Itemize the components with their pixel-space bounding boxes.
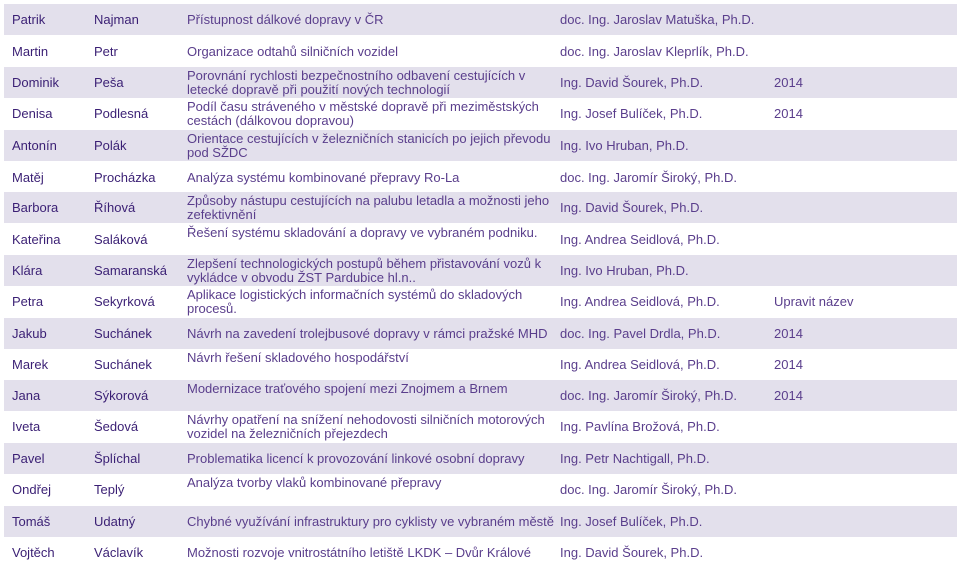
note-cell: 2014 [774,326,803,341]
supervisor-cell: Ing. Andrea Seidlová, Ph.D. [560,232,720,247]
supervisor-cell: doc. Ing. Jaromír Široký, Ph.D. [560,388,738,403]
first-name-cell: Patrik [12,12,46,27]
note-cell [774,537,954,568]
supervisor-cell: doc. Ing. Pavel Drdla, Ph.D. [560,326,721,341]
thesis-topic-cell: Návrh řešení skladového hospodářství [187,350,409,365]
first-name-cell: Matěj [12,170,44,185]
last-name-cell: Polák [94,138,127,153]
table-row [4,506,957,537]
first-name-cell: Martin [12,44,49,59]
last-name-cell: Suchánek [94,357,152,372]
first-name-cell: Klára [12,263,43,278]
thesis-topic-cell: Návrh na zavedení trolejbusové dopravy v rámci pražské MHD [187,325,548,341]
supervisor-cell: Ing. Andrea Seidlová, Ph.D. [560,357,720,372]
first-name-cell: Dominik [12,75,59,90]
first-name-cell: Iveta [12,419,41,434]
first-name-cell: Barbora [12,200,59,215]
note-cell [774,224,954,255]
last-name-cell: Samaranská [94,263,167,278]
last-name-cell: Teplý [94,482,125,497]
thesis-topic-cell: Problematika licencí k provozování linkové osobní dopravy [187,450,525,466]
table-row [4,98,957,129]
supervisor-cell: Ing. Andrea Seidlová, Ph.D. [560,294,720,309]
supervisor-cell: doc. Ing. Jaromír Široký, Ph.D. [560,170,738,185]
table-row [4,443,957,474]
supervisor-cell: doc. Ing. Jaroslav Kleprlík, Ph.D. [560,44,749,59]
note-cell [774,474,954,505]
table-row [4,192,957,223]
thesis-topic-cell: Způsoby nástupu cestujících na palubu letadla a možnosti jeho zefektivnění [187,192,550,222]
thesis-topic-cell: Aplikace logistických informačních systémů do skladových procesů. [187,286,523,316]
table-row [4,255,957,286]
first-name-cell: Denisa [12,106,53,121]
note-cell: 2014 [774,75,803,90]
supervisor-cell: Ing. Josef Bulíček, Ph.D. [560,514,703,529]
first-name-cell: Tomáš [12,514,51,529]
note-cell [774,411,954,442]
thesis-topic-cell: Možnosti rozvoje vnitrostátního letiště LKDK – Dvůr Králové [187,544,531,560]
note-cell [774,255,954,286]
note-cell: 2014 [774,357,803,372]
table-row [4,130,957,161]
table-row [4,162,957,193]
first-name-cell: Vojtěch [12,545,55,560]
note-cell [774,162,954,193]
first-name-cell: Petra [12,294,44,309]
last-name-cell: Peša [94,75,124,90]
last-name-cell: Najman [94,12,139,27]
first-name-cell: Antonín [12,138,57,153]
table-row [4,286,957,317]
thesis-topic-cell: Analýza tvorby vlaků kombinované přepravy [187,475,442,490]
supervisor-cell: Ing. Ivo Hruban, Ph.D. [560,138,689,153]
supervisor-cell: Ing. Josef Bulíček, Ph.D. [560,106,703,121]
supervisor-cell: Ing. David Šourek, Ph.D. [560,200,704,215]
thesis-topic-cell: Řešení systému skladování a dopravy ve vybraném podniku. [187,225,538,240]
table-row [4,380,957,411]
note-cell [774,506,954,537]
thesis-topic-cell: Porovnání rychlosti bezpečnostního odbavení cestujících v letecké dopravě při použití nových technologií [187,67,526,97]
thesis-topic-cell: Zlepšení technologických postupů během přistavování vozů k vykládce v obvodu ŽST Pardubice hl.n.. [187,255,542,285]
first-name-cell: Kateřina [12,232,61,247]
table-row [4,318,957,349]
table-row [4,411,957,442]
table-row [4,36,957,67]
note-cell: 2014 [774,106,803,121]
thesis-topic-cell: Podíl času stráveného v městské dopravě při meziměstských cestách (dálkovou dopravou) [187,98,539,128]
supervisor-cell: doc. Ing. Jaroslav Matuška, Ph.D. [560,12,755,27]
thesis-topic-cell: Organizace odtahů silničních vozidel [187,43,399,59]
table-row [4,224,957,255]
last-name-cell: Suchánek [94,326,152,341]
supervisor-cell: Ing. Pavlína Brožová, Ph.D. [560,419,720,434]
note-cell [774,192,954,223]
note-cell: Upravit název [774,294,854,309]
note-cell [774,130,954,161]
last-name-cell: Udatný [94,514,136,529]
table-row [4,537,957,568]
last-name-cell: Šedová [94,419,139,434]
last-name-cell: Podlesná [94,106,149,121]
thesis-topic-cell: Orientace cestujících v železničních stanicích po jejich převodu pod SŽDC [187,130,551,160]
table-row [4,4,957,35]
table-row [4,474,957,505]
supervisor-cell: Ing. Petr Nachtigall, Ph.D. [560,451,710,466]
last-name-cell: Václavík [94,545,144,560]
first-name-cell: Jana [12,388,41,403]
last-name-cell: Petr [94,44,118,59]
supervisor-cell: Ing. Ivo Hruban, Ph.D. [560,263,689,278]
last-name-cell: Procházka [94,170,156,185]
note-cell [774,36,954,67]
table-row [4,349,957,380]
first-name-cell: Ondřej [12,482,52,497]
table-row [4,67,957,98]
thesis-topic-cell: Návrhy opatření na snížení nehodovosti silničních motorových vozidel na železničních přejezdech [187,411,545,441]
note-cell: 2014 [774,388,803,403]
supervisor-cell: doc. Ing. Jaromír Široký, Ph.D. [560,482,738,497]
thesis-topic-cell: Přístupnost dálkové dopravy v ČR [187,11,384,27]
thesis-topic-cell: Analýza systému kombinované přepravy Ro-La [187,169,460,185]
last-name-cell: Saláková [94,232,148,247]
first-name-cell: Jakub [12,326,47,341]
supervisor-cell: Ing. David Šourek, Ph.D. [560,545,704,560]
thesis-topic-cell: Modernizace traťového spojení mezi Znojmem a Brnem [187,381,508,396]
supervisor-cell: Ing. David Šourek, Ph.D. [560,75,704,90]
note-cell [774,443,954,474]
thesis-topic-cell: Chybné využívání infrastruktury pro cyklisty ve vybraném městě [187,513,555,529]
first-name-cell: Marek [12,357,49,372]
last-name-cell: Sýkorová [94,388,149,403]
note-cell [774,4,954,35]
first-name-cell: Pavel [12,451,45,466]
last-name-cell: Říhová [94,200,136,215]
last-name-cell: Sekyrková [94,294,155,309]
last-name-cell: Šplíchal [94,451,141,466]
